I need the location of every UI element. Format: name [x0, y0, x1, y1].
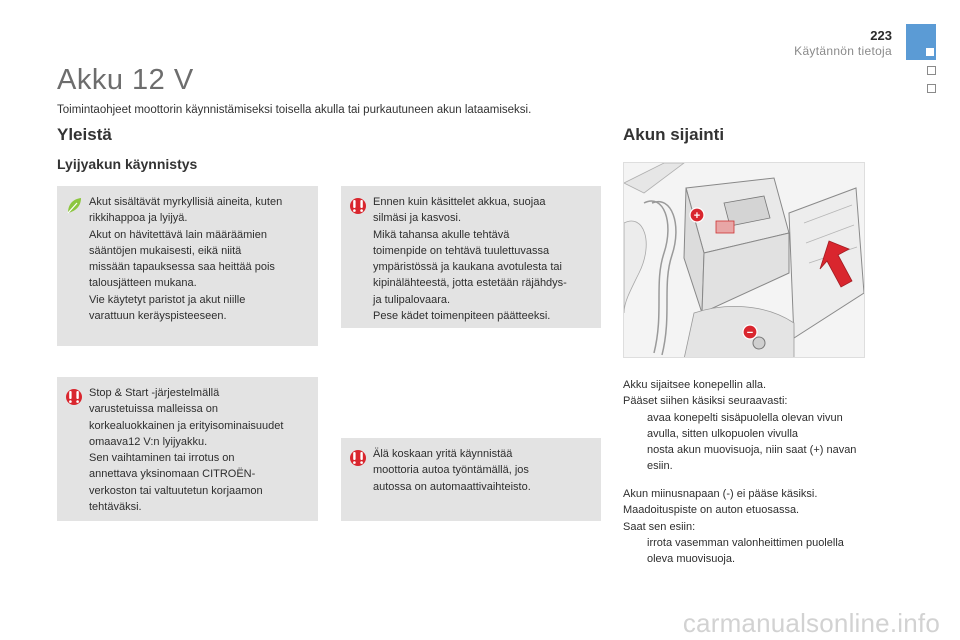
heading-battery-location: Akun sijainti — [623, 125, 725, 144]
info-line: sääntöjen mukaisesti, eikä niitä — [89, 244, 242, 257]
info-line: Akut on hävitettävä lain määräämien — [89, 228, 267, 241]
info-line: Vie käytetyt paristot ja akut niille — [89, 293, 246, 306]
bullet-item — [623, 410, 856, 426]
minus-terminal-label: − — [746, 327, 754, 339]
info-line: kipinälähteestä, jotta estetään räjähdys- — [373, 277, 567, 290]
info-line: ja tulipalovaara. — [373, 293, 451, 306]
text-line: Pääset siihen käsiksi seuraavasti: — [623, 395, 788, 408]
bullet-text: oleva muovisuoja. — [647, 553, 736, 566]
info-box-text — [373, 446, 531, 495]
section-tab[interactable] — [927, 66, 936, 75]
info-line: tehtäväksi. — [89, 501, 142, 514]
info-box-automatic — [341, 438, 601, 521]
info-box-text — [89, 385, 283, 515]
negative-terminal-text — [623, 486, 844, 567]
info-line: annettava yksinomaan CITROËN- — [89, 468, 256, 481]
page-title: Akku 12 V — [57, 64, 194, 96]
heading-lead-battery: Lyijyakun käynnistys — [57, 156, 198, 172]
info-line: omaava12 V:n lyijyakku. — [89, 435, 208, 448]
page-number: 223 — [870, 28, 892, 43]
info-box-stop-start — [57, 377, 318, 521]
section-tab[interactable] — [927, 84, 936, 93]
info-line: korkealuokkainen ja erityisominaisuudet — [89, 419, 284, 432]
info-box-safety — [341, 186, 601, 328]
text-line: Akku sijaitsee konepellin alla. — [623, 379, 767, 391]
bullet-item — [623, 442, 856, 458]
text-line: Saat sen esiin: — [623, 520, 696, 533]
info-line: missään tapauksessa saa heittää pois — [89, 261, 275, 274]
bullet-text: avulla, sitten ulkopuolen vivulla — [647, 427, 799, 440]
info-line: silmäsi ja kasvosi. — [373, 212, 462, 225]
info-line: verkoston tai valtuutetun korjaamon — [89, 484, 263, 497]
warning-icon — [349, 196, 367, 216]
info-line: varustetuissa malleissa on — [89, 403, 219, 416]
bullet-text: avaa konepelti sisäpuolella olevan vivun — [647, 411, 843, 424]
info-line: toimenpide on tehtävä tuulettuvassa — [373, 244, 550, 257]
info-line: Älä koskaan yritä käynnistää — [373, 448, 513, 460]
info-line: Sen vaihtaminen tai irrotus on — [89, 452, 235, 465]
info-box-text — [373, 194, 567, 324]
section-tab-active[interactable] — [906, 24, 936, 60]
info-line: ympäristössä ja kaukana avotulesta tai — [373, 261, 562, 274]
info-line: talousjätteen mukana. — [89, 277, 197, 290]
text-line: Akun miinusnapaan (-) ei pääse käsiksi. — [623, 488, 818, 500]
info-line: Mikä tahansa akulle tehtävä — [373, 228, 510, 241]
info-line: Ennen kuin käsittelet akkua, suojaa — [373, 196, 546, 208]
plus-terminal-label: + — [693, 210, 701, 222]
bullet-text: irrota vasemman valonheittimen puolella — [647, 536, 844, 549]
info-line: Pese kädet toimenpiteen päätteeksi. — [373, 310, 551, 323]
engine-bay-photo — [623, 162, 865, 358]
page-intro: Toimintaohjeet moottorin käynnistämiseksi toisella akulla tai purkautuneen akun lataamiseksi. — [57, 104, 532, 116]
info-line: Stop & Start -järjestelmällä — [89, 387, 220, 399]
info-line: rikkihappoa ja lyijyä. — [89, 212, 188, 225]
info-box-text — [89, 194, 282, 324]
info-line: Akut sisältävät myrkyllisiä aineita, kuten — [89, 196, 283, 208]
watermark: carmanualsonline.info — [682, 608, 940, 638]
bullet-text: nosta akun muovisuoja, niin saat (+) navan — [647, 444, 857, 457]
warning-icon — [349, 448, 367, 468]
info-line: autossa on automaattivaihteisto. — [373, 480, 531, 493]
heading-general: Yleistä — [57, 125, 112, 144]
info-line: moottoria autoa työntämällä, jos — [373, 464, 529, 477]
info-line: varattuun keräyspisteeseen. — [89, 310, 227, 323]
text-line: Maadoituspiste on auton etuosassa. — [623, 504, 800, 517]
info-box-environment — [57, 186, 318, 346]
warning-icon — [65, 387, 83, 407]
battery-location-text — [623, 377, 856, 475]
recycle-leaf-icon — [65, 196, 83, 216]
bullet-text: esiin. — [647, 460, 673, 473]
bullet-item — [623, 535, 844, 551]
section-name: Käytännön tietoja — [794, 44, 892, 58]
